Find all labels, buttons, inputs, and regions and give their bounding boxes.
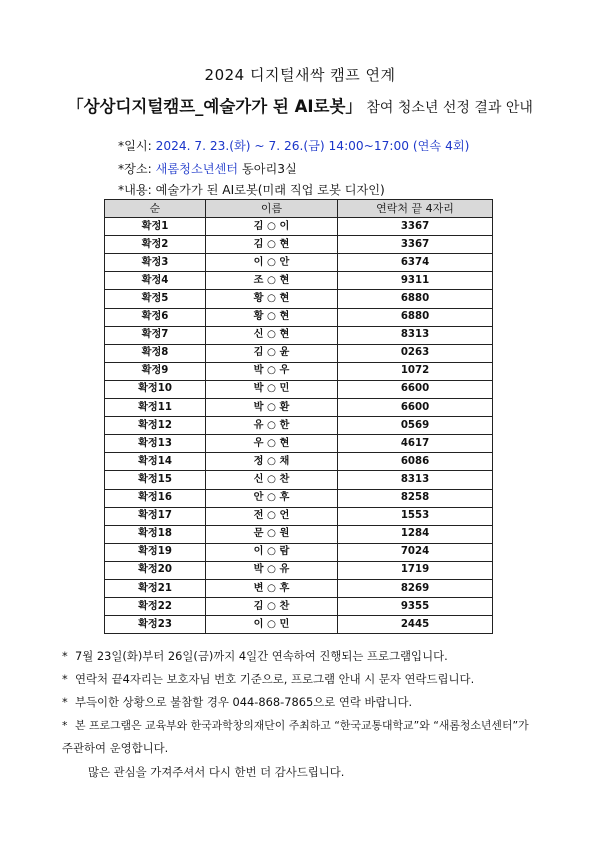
row-phone: 8258: [338, 489, 493, 507]
table-row: [105, 308, 493, 326]
document-subtitle: [0, 93, 600, 117]
row-name: 박 ○ 유: [206, 561, 338, 579]
note-4: [62, 717, 529, 733]
info-date: [118, 137, 469, 154]
table-body: [105, 218, 493, 634]
note-1: [62, 648, 448, 664]
table-row: [105, 507, 493, 525]
date-value: 2024. 7. 23.(화) ~ 7. 26.(금) 14:00~17:00 (연속 4회): [155, 139, 470, 153]
row-phone: 6374: [338, 254, 493, 272]
row-phone: 7024: [338, 543, 493, 561]
table-header-row: [105, 200, 493, 218]
row-order: 확정18: [105, 525, 206, 543]
row-phone: 1719: [338, 561, 493, 579]
header-phone: 연락처 끝 4자리: [338, 200, 493, 218]
row-phone: 8313: [338, 326, 493, 344]
info-place: [118, 160, 297, 177]
row-name: 조 ○ 현: [206, 272, 338, 290]
note-4-continued: 주관하여 운영합니다.: [62, 741, 169, 755]
row-phone: 0263: [338, 344, 493, 362]
row-order: 확정20: [105, 561, 206, 579]
row-order: 확정12: [105, 417, 206, 435]
row-order: 확정7: [105, 326, 206, 344]
row-phone: 8269: [338, 579, 493, 597]
place-rest: 동아리3실: [238, 162, 297, 176]
row-phone: 9311: [338, 272, 493, 290]
row-order: 확정1: [105, 218, 206, 236]
table-row: [105, 471, 493, 489]
row-phone: 6600: [338, 399, 493, 417]
table-row: [105, 561, 493, 579]
table-row: [105, 362, 493, 380]
table-row: [105, 399, 493, 417]
table-row: [105, 218, 493, 236]
row-phone: 2445: [338, 616, 493, 634]
row-name: 문 ○ 원: [206, 525, 338, 543]
table-row: [105, 272, 493, 290]
row-phone: 3367: [338, 236, 493, 254]
row-name: 황 ○ 현: [206, 290, 338, 308]
row-order: 확정2: [105, 236, 206, 254]
subtitle-rest: 참여 청소년 선정 결과 안내: [361, 100, 533, 116]
table-row: [105, 417, 493, 435]
row-phone: 4617: [338, 435, 493, 453]
row-phone: 0569: [338, 417, 493, 435]
table-row: [105, 254, 493, 272]
row-name: 안 ○ 후: [206, 489, 338, 507]
row-phone: 8313: [338, 471, 493, 489]
row-order: 확정23: [105, 616, 206, 634]
note-text: 연락처 끝4자리는 보호자님 번호 기준으로, 프로그램 안내 시 문자 연락드립니다.: [75, 672, 475, 686]
date-label: *일시:: [118, 139, 156, 153]
note-bullet: *: [62, 719, 68, 732]
row-name: 황 ○ 현: [206, 308, 338, 326]
table-row: [105, 453, 493, 471]
row-order: 확정22: [105, 598, 206, 616]
row-name: 김 ○ 찬: [206, 598, 338, 616]
row-order: 확정15: [105, 471, 206, 489]
row-phone: 1072: [338, 362, 493, 380]
row-order: 확정10: [105, 380, 206, 398]
row-order: 확정8: [105, 344, 206, 362]
table-row: [105, 326, 493, 344]
row-name: 김 ○ 윤: [206, 344, 338, 362]
table-row: [105, 598, 493, 616]
table-row: [105, 435, 493, 453]
row-order: 확정16: [105, 489, 206, 507]
row-name: 정 ○ 채: [206, 453, 338, 471]
row-order: 확정19: [105, 543, 206, 561]
header-order: 순: [105, 200, 206, 218]
row-phone: 1284: [338, 525, 493, 543]
row-phone: 3367: [338, 218, 493, 236]
note-text: 부득이한 상황으로 불참할 경우 044-868-7865으로 연락 바랍니다.: [75, 695, 413, 709]
row-order: 확정11: [105, 399, 206, 417]
row-name: 박 ○ 우: [206, 362, 338, 380]
row-phone: 9355: [338, 598, 493, 616]
row-phone: 1553: [338, 507, 493, 525]
place-label: *장소:: [118, 162, 156, 176]
table-row: [105, 525, 493, 543]
header-name: 이름: [206, 200, 338, 218]
note-2: [62, 671, 474, 687]
table-row: [105, 616, 493, 634]
note-bullet: *: [62, 695, 68, 709]
row-order: 확정21: [105, 579, 206, 597]
row-name: 신 ○ 현: [206, 326, 338, 344]
note-3: [62, 694, 412, 710]
row-name: 이 ○ 람: [206, 543, 338, 561]
row-name: 이 ○ 민: [206, 616, 338, 634]
row-order: 확정9: [105, 362, 206, 380]
table-row: [105, 489, 493, 507]
row-order: 확정5: [105, 290, 206, 308]
row-name: 변 ○ 후: [206, 579, 338, 597]
table-row: [105, 344, 493, 362]
info-content: *내용: 예술가가 된 AI로봇(미래 직업 로봇 디자인): [118, 183, 385, 197]
participant-table: [104, 199, 493, 634]
table-row: [105, 579, 493, 597]
row-order: 확정6: [105, 308, 206, 326]
thanks-message: 많은 관심을 가져주셔서 다시 한번 더 감사드립니다.: [88, 765, 345, 779]
row-order: 확정14: [105, 453, 206, 471]
place-value: 새롬청소년센터: [155, 162, 239, 176]
note-text: 본 프로그램은 교육부와 한국과학창의재단이 주최하고 “한국교통대학교”와 “새롬청소년센터”가: [75, 719, 529, 732]
note-bullet: *: [62, 672, 68, 686]
row-name: 이 ○ 안: [206, 254, 338, 272]
table-row: [105, 290, 493, 308]
row-order: 확정17: [105, 507, 206, 525]
row-name: 신 ○ 찬: [206, 471, 338, 489]
note-text: 7월 23일(화)부터 26일(금)까지 4일간 연속하여 진행되는 프로그램입니다.: [75, 649, 448, 663]
row-name: 박 ○ 환: [206, 399, 338, 417]
row-name: 전 ○ 언: [206, 507, 338, 525]
table-row: [105, 380, 493, 398]
row-name: 우 ○ 현: [206, 435, 338, 453]
row-order: 확정4: [105, 272, 206, 290]
row-phone: 6086: [338, 453, 493, 471]
note-bullet: *: [62, 649, 68, 663]
row-name: 김 ○ 현: [206, 236, 338, 254]
row-order: 확정3: [105, 254, 206, 272]
row-name: 유 ○ 한: [206, 417, 338, 435]
row-name: 박 ○ 민: [206, 380, 338, 398]
row-name: 김 ○ 이: [206, 218, 338, 236]
row-phone: 6600: [338, 380, 493, 398]
document-title: 2024 디지털새싹 캠프 연계: [204, 66, 396, 84]
row-order: 확정13: [105, 435, 206, 453]
program-name: 「상상디지털캠프_예술가가 된 AI로봇」: [67, 97, 362, 116]
row-phone: 6880: [338, 308, 493, 326]
table-row: [105, 236, 493, 254]
row-phone: 6880: [338, 290, 493, 308]
table-row: [105, 543, 493, 561]
